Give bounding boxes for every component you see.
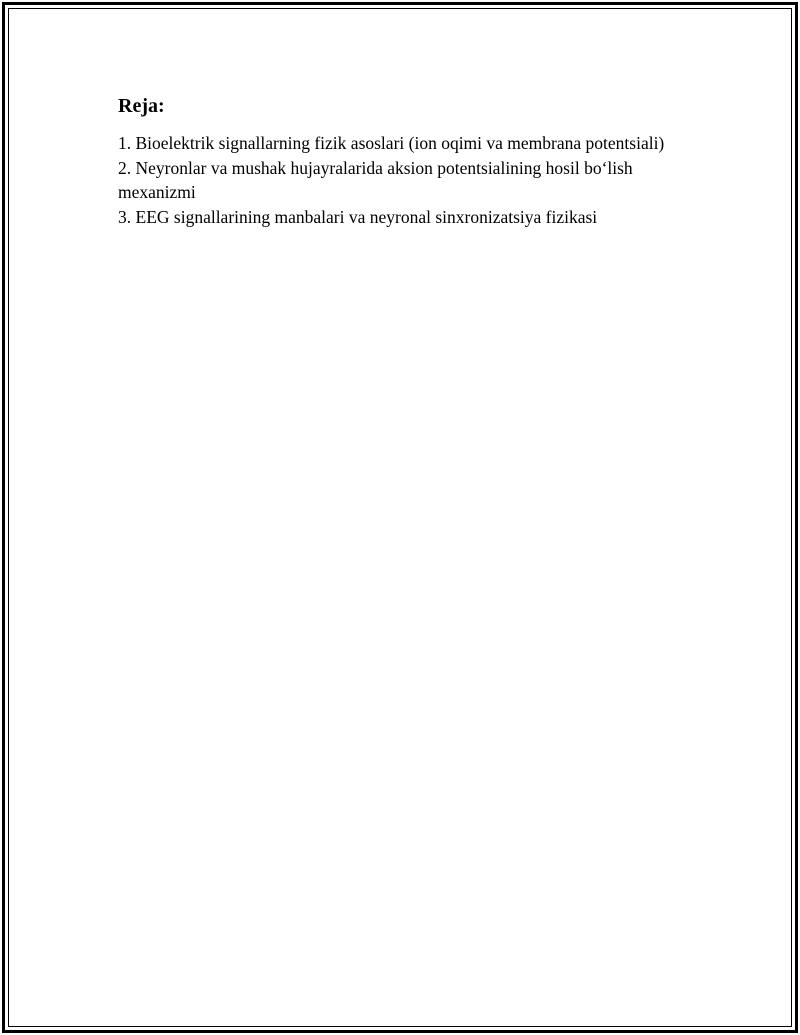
plan-item-2: 2. Neyronlar va mushak hujayralarida aksion potentsialining hosil boʻlish mexanizmi — [118, 157, 633, 202]
plan-list — [118, 131, 678, 229]
page-content — [118, 93, 678, 229]
plan-item-3: 3. EEG signallarining manbalari va neyronal sinxronizatsiya fizikasi — [118, 206, 598, 227]
plan-item-1: 1. Bioelektrik signallarning fizik asoslari (ion oqimi va membrana potentsiali) — [118, 133, 665, 153]
plan-heading: Reja: — [118, 95, 165, 117]
